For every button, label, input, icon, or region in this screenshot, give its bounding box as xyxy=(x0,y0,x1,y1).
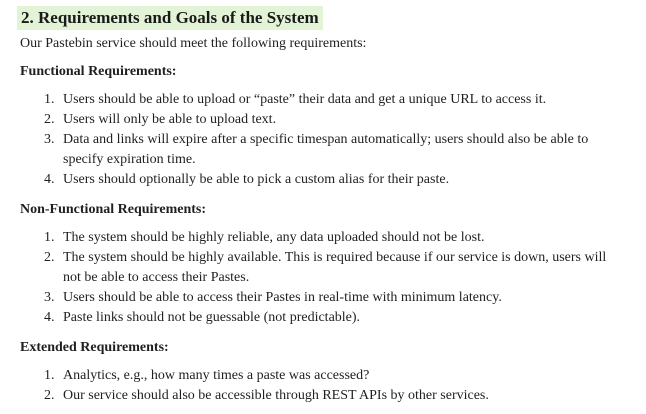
section-heading: 2. Requirements and Goals of the System xyxy=(17,6,323,30)
non-functional-requirements-list xyxy=(0,228,646,328)
list-item-text: Our service should also be accessible through REST APIs by other services. xyxy=(63,388,489,403)
list-item xyxy=(0,110,646,130)
list-item-text: Users will only be able to upload text. xyxy=(63,112,277,127)
list-item xyxy=(0,248,646,288)
intro-paragraph: Our Pastebin service should meet the following requirements: xyxy=(20,36,367,51)
list-item-text: Paste links should not be guessable (not predictable). xyxy=(63,310,361,325)
functional-requirements-list xyxy=(0,90,646,190)
list-item-text: The system should be highly reliable, any data uploaded should not be lost. xyxy=(63,230,485,245)
list-item-text: Analytics, e.g., how many times a paste was accessed? xyxy=(63,368,370,383)
list-item-text: Users should optionally be able to pick a custom alias for their paste. xyxy=(63,172,450,187)
list-item-text: Users should be able to upload or “paste” their data and get a unique URL to access it. xyxy=(63,92,547,107)
list-item-number: 4. xyxy=(44,310,55,325)
extended-requirements-list xyxy=(0,366,646,406)
list-item xyxy=(0,90,646,110)
non-functional-requirements-title: Non-Functional Requirements: xyxy=(20,202,207,217)
list-item-number: 1. xyxy=(44,230,55,245)
list-item-number: 3. xyxy=(44,132,55,147)
list-item-number: 1. xyxy=(44,368,55,383)
list-item-number: 4. xyxy=(44,172,55,187)
list-item xyxy=(0,366,646,386)
list-item xyxy=(0,288,646,308)
list-item-text: Users should be able to access their Pastes in real-time with minimum latency. xyxy=(63,290,502,305)
list-item xyxy=(0,308,646,328)
list-item xyxy=(0,386,646,406)
list-item xyxy=(0,170,646,190)
list-item-text: The system should be highly available. This is required because if our service is down, users will not be able to access their Pastes. xyxy=(63,250,607,285)
list-item-number: 2. xyxy=(44,112,55,127)
functional-requirements-title: Functional Requirements: xyxy=(20,64,177,79)
list-item-number: 2. xyxy=(44,250,55,265)
list-item-number: 1. xyxy=(44,92,55,107)
list-item-number: 3. xyxy=(44,290,55,305)
list-item-number: 2. xyxy=(44,388,55,403)
list-item-text: Data and links will expire after a specific timespan automatically; users should also be able to specify expiration time. xyxy=(63,132,589,167)
extended-requirements-title: Extended Requirements: xyxy=(20,340,169,355)
list-item xyxy=(0,130,646,170)
list-item xyxy=(0,228,646,248)
